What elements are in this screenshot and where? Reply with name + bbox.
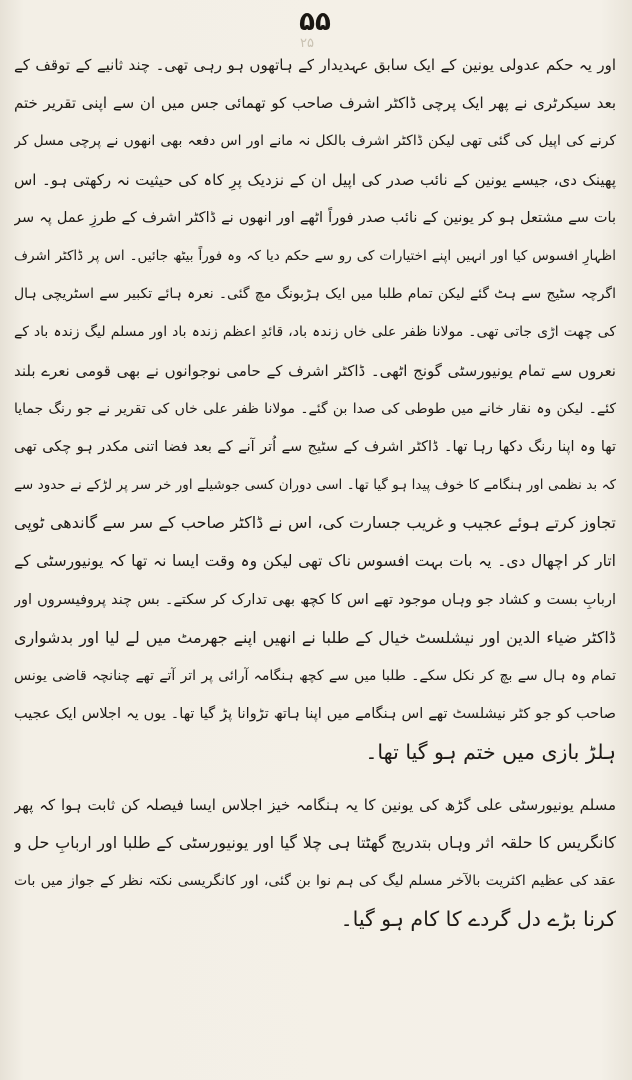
text-line: اظہارِ افسوس کیا اور انہیں اپنے اختیارات کی رو سے حکم دیا کہ وہ فوراً بیٹھ جائیں۔ اس پر ڈاکٹر اشرف: [14, 247, 616, 264]
text-line: عقد کی عظیم اکثریت بالآخر مسلم لیگ کی ہم نوا بن گئی، اور کانگریسی نکتہ نظر کے جواز میں بات: [14, 872, 616, 889]
text-line: اربابِ بست و کشاد جو وہاں موجود تھے اس کا کچھ بھی تدارک کر سکتے۔ بس چند پروفیسروں اور: [14, 591, 616, 608]
text-line: کرنا بڑے دل گردے کا کام ہو گیا۔: [340, 907, 616, 932]
text-line: پھینک دی، جیسے یونین کے نائب صدر کی اپیل ان کے نزدیک پرِ کاہ کی حیثیت نہ رکھتی ہو۔ اس: [14, 170, 616, 189]
text-line: کہ بد نظمی اور ہنگامے کا خوف پیدا ہو گیا تھا۔ اسی دوران کسی جوشیلے اور خر سر پر لڑکے نے حدود سے: [14, 477, 616, 494]
page-body: [14, 46, 616, 938]
text-line: کی چھت اڑی جاتی تھی۔ مولانا ظفر علی خاں زندہ باد، قائدِ اعظم زندہ باد اور مسلم لیگ زندہ باد کے: [14, 324, 616, 341]
text-line: اور یہ حکم عدولی یونین کے ایک سابق عہدیدار کے ہاتھوں ہو رہی تھی۔ چند ثانیے کے توقف کے: [14, 56, 616, 74]
text-line: اتار کر اچھال دی۔ یہ بات بہت افسوس ناک تھی لیکن وہ وقت ایسا نہ تھا کہ یونیورسٹی کے: [14, 552, 616, 571]
text-line: کرنے کی اپیل کی گئی تھی لیکن ڈاکٹر اشرف بالکل نہ مانے اور اس دفعہ بھی انھوں نے پرچی مسل کر: [14, 133, 616, 150]
text-line: ہلڑ بازی میں ختم ہو گیا تھا۔: [365, 740, 616, 765]
text-line: مسلم یونیورسٹی علی گڑھ کی یونین کا یہ ہنگامہ خیز اجلاس ایسا فیصلہ کن ثابت ہوا کہ پھر: [14, 795, 616, 814]
text-line: صاحب کو جو کٹر نیشلسٹ تھے اس ہنگامے میں اپنا ہاتھ تڑوانا پڑ گیا تھا۔ یوں یہ اجلاس ایک عجیب: [14, 706, 616, 723]
text-line: کانگریس کا حلقہ اثر وہاں بتدریج گھٹتا ہی چلا گیا اور یونیورسٹی کے طلبا اور اربابِ حل و: [14, 832, 616, 852]
text-line: تھا وہ اپنا رنگ دکھا رہا تھا۔ ڈاکٹر اشرف کے سٹیج سے اُتر آنے کے بعد فضا اتنی مکدر ہو چکی تھی: [14, 438, 616, 455]
paragraph-1: [14, 46, 616, 772]
text-line: اگرچہ سٹیج سے ہٹ گئے لیکن تمام طلبا میں ایک ہڑبونگ مچ گئی۔ نعرہ ہائے تکبیر سے اسٹریچی ہال: [14, 286, 616, 303]
text-line: نعروں سے تمام یونیورسٹی گونج اٹھی۔ ڈاکٹر اشرف کے حامی نوجوانوں نے بھی قومی نعرے بلند: [14, 361, 616, 380]
text-line: بات سے مشتعل ہو کر یونین کے نائب صدر فوراً اٹھے اور انھوں نے ڈاکٹر اشرف کے طرزِ عمل پہ سر: [14, 209, 616, 226]
show-through-number: ۲۵: [300, 36, 314, 51]
text-line: کئے۔ لیکن وہ نقار خانے میں طوطی کی صدا بن گئے۔ مولانا ظفر علی خاں کی تقریر نے جو رنگ جمایا: [14, 400, 616, 417]
page-number: ۵۵: [299, 7, 331, 37]
text-line: تجاوز کرتے ہوئے عجیب و غریب جسارت کی، اس نے ڈاکٹر صاحب کے سر سے گاندھی ٹوپی: [14, 513, 616, 533]
paragraph-gap: [14, 772, 616, 786]
paragraph-2: [14, 786, 616, 939]
text-line: ڈاکٹر ضیاء الدین اور نیشلسٹ خیال کے طلبا نے انھیں اپنے جھرمٹ میں لے لیا اور بدشواری: [14, 627, 616, 647]
text-line: تمام وہ ہال سے بچ کر نکل سکے۔ طلبا میں سے کچھ ہنگامہ آرائی پر اتر آتے تھے چنانچہ قاضی یونس: [14, 668, 616, 684]
text-line: بعد سیکرٹری نے پھر ایک پرچی ڈاکٹر اشرف صاحب کو تھمائی جس میں ان سے اپنی تقریر ختم: [14, 94, 616, 113]
